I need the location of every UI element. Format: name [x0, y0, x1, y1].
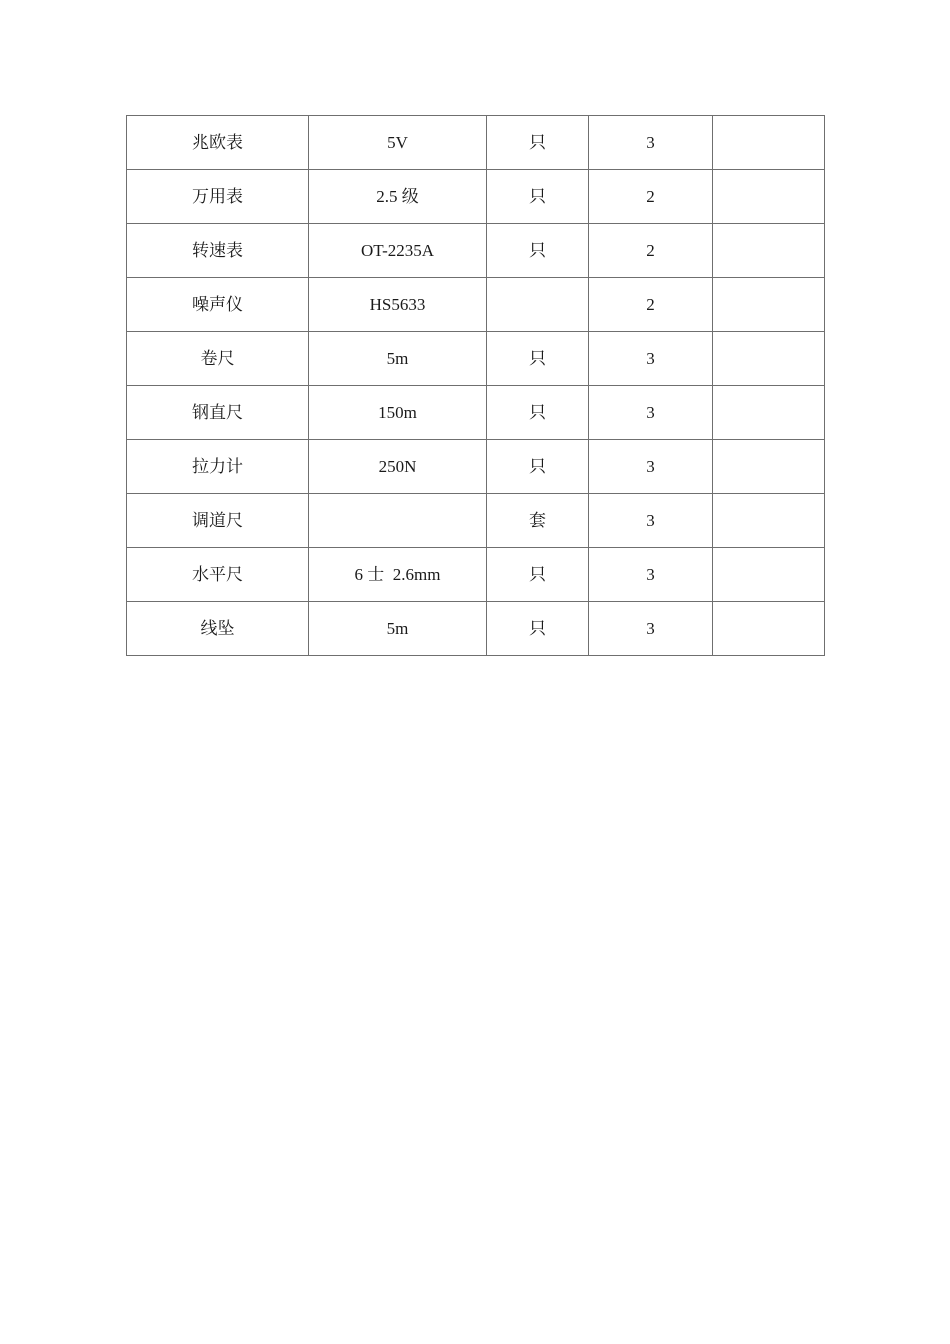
instrument-spec-cell: OT-2235A: [309, 224, 487, 278]
instrument-note-cell: [713, 440, 825, 494]
instrument-name-cell: 水平尺: [127, 548, 309, 602]
instrument-unit-cell: 只: [487, 332, 589, 386]
instrument-unit-cell: [487, 278, 589, 332]
instrument-spec-cell: 2.5 级: [309, 170, 487, 224]
instrument-name-cell: 万用表: [127, 170, 309, 224]
instrument-name-cell: 卷尺: [127, 332, 309, 386]
instrument-spec-cell: 5m: [309, 602, 487, 656]
instrument-qty-cell: 3: [589, 548, 713, 602]
instrument-note-cell: [713, 602, 825, 656]
instrument-table: [126, 115, 825, 656]
instrument-qty-cell: 2: [589, 278, 713, 332]
instrument-name-cell: 兆欧表: [127, 116, 309, 170]
instrument-unit-cell: 只: [487, 602, 589, 656]
instrument-qty-cell: 3: [589, 116, 713, 170]
instrument-spec-cell: HS5633: [309, 278, 487, 332]
table-row: [127, 278, 825, 332]
instrument-spec-cell: 5m: [309, 332, 487, 386]
instrument-name-cell: 拉力计: [127, 440, 309, 494]
instrument-unit-cell: 只: [487, 440, 589, 494]
instrument-name-cell: 调道尺: [127, 494, 309, 548]
instrument-note-cell: [713, 494, 825, 548]
instrument-note-cell: [713, 386, 825, 440]
instrument-spec-cell: 150m: [309, 386, 487, 440]
instrument-qty-cell: 3: [589, 440, 713, 494]
instrument-note-cell: [713, 548, 825, 602]
instrument-note-cell: [713, 224, 825, 278]
instrument-unit-cell: 只: [487, 548, 589, 602]
instrument-name-cell: 转速表: [127, 224, 309, 278]
instrument-name-cell: 线坠: [127, 602, 309, 656]
instrument-qty-cell: 2: [589, 170, 713, 224]
instrument-qty-cell: 3: [589, 386, 713, 440]
table-row: [127, 494, 825, 548]
table-row: [127, 440, 825, 494]
table-row: [127, 602, 825, 656]
table-row: [127, 224, 825, 278]
table-row: [127, 332, 825, 386]
instrument-unit-cell: 只: [487, 116, 589, 170]
instrument-spec-cell: [309, 494, 487, 548]
instrument-note-cell: [713, 170, 825, 224]
instrument-note-cell: [713, 332, 825, 386]
table-row: [127, 170, 825, 224]
instrument-spec-cell: 250N: [309, 440, 487, 494]
instrument-qty-cell: 2: [589, 224, 713, 278]
instrument-unit-cell: 只: [487, 224, 589, 278]
table-row: [127, 116, 825, 170]
instrument-unit-cell: 套: [487, 494, 589, 548]
table-row: [127, 548, 825, 602]
instrument-qty-cell: 3: [589, 332, 713, 386]
instrument-note-cell: [713, 116, 825, 170]
instrument-unit-cell: 只: [487, 386, 589, 440]
instrument-note-cell: [713, 278, 825, 332]
instrument-qty-cell: 3: [589, 602, 713, 656]
instrument-name-cell: 钢直尺: [127, 386, 309, 440]
instrument-spec-cell: 5V: [309, 116, 487, 170]
table-row: [127, 386, 825, 440]
instrument-qty-cell: 3: [589, 494, 713, 548]
instrument-spec-cell: 6 士 2.6mm: [309, 548, 487, 602]
instrument-unit-cell: 只: [487, 170, 589, 224]
instrument-name-cell: 噪声仪: [127, 278, 309, 332]
